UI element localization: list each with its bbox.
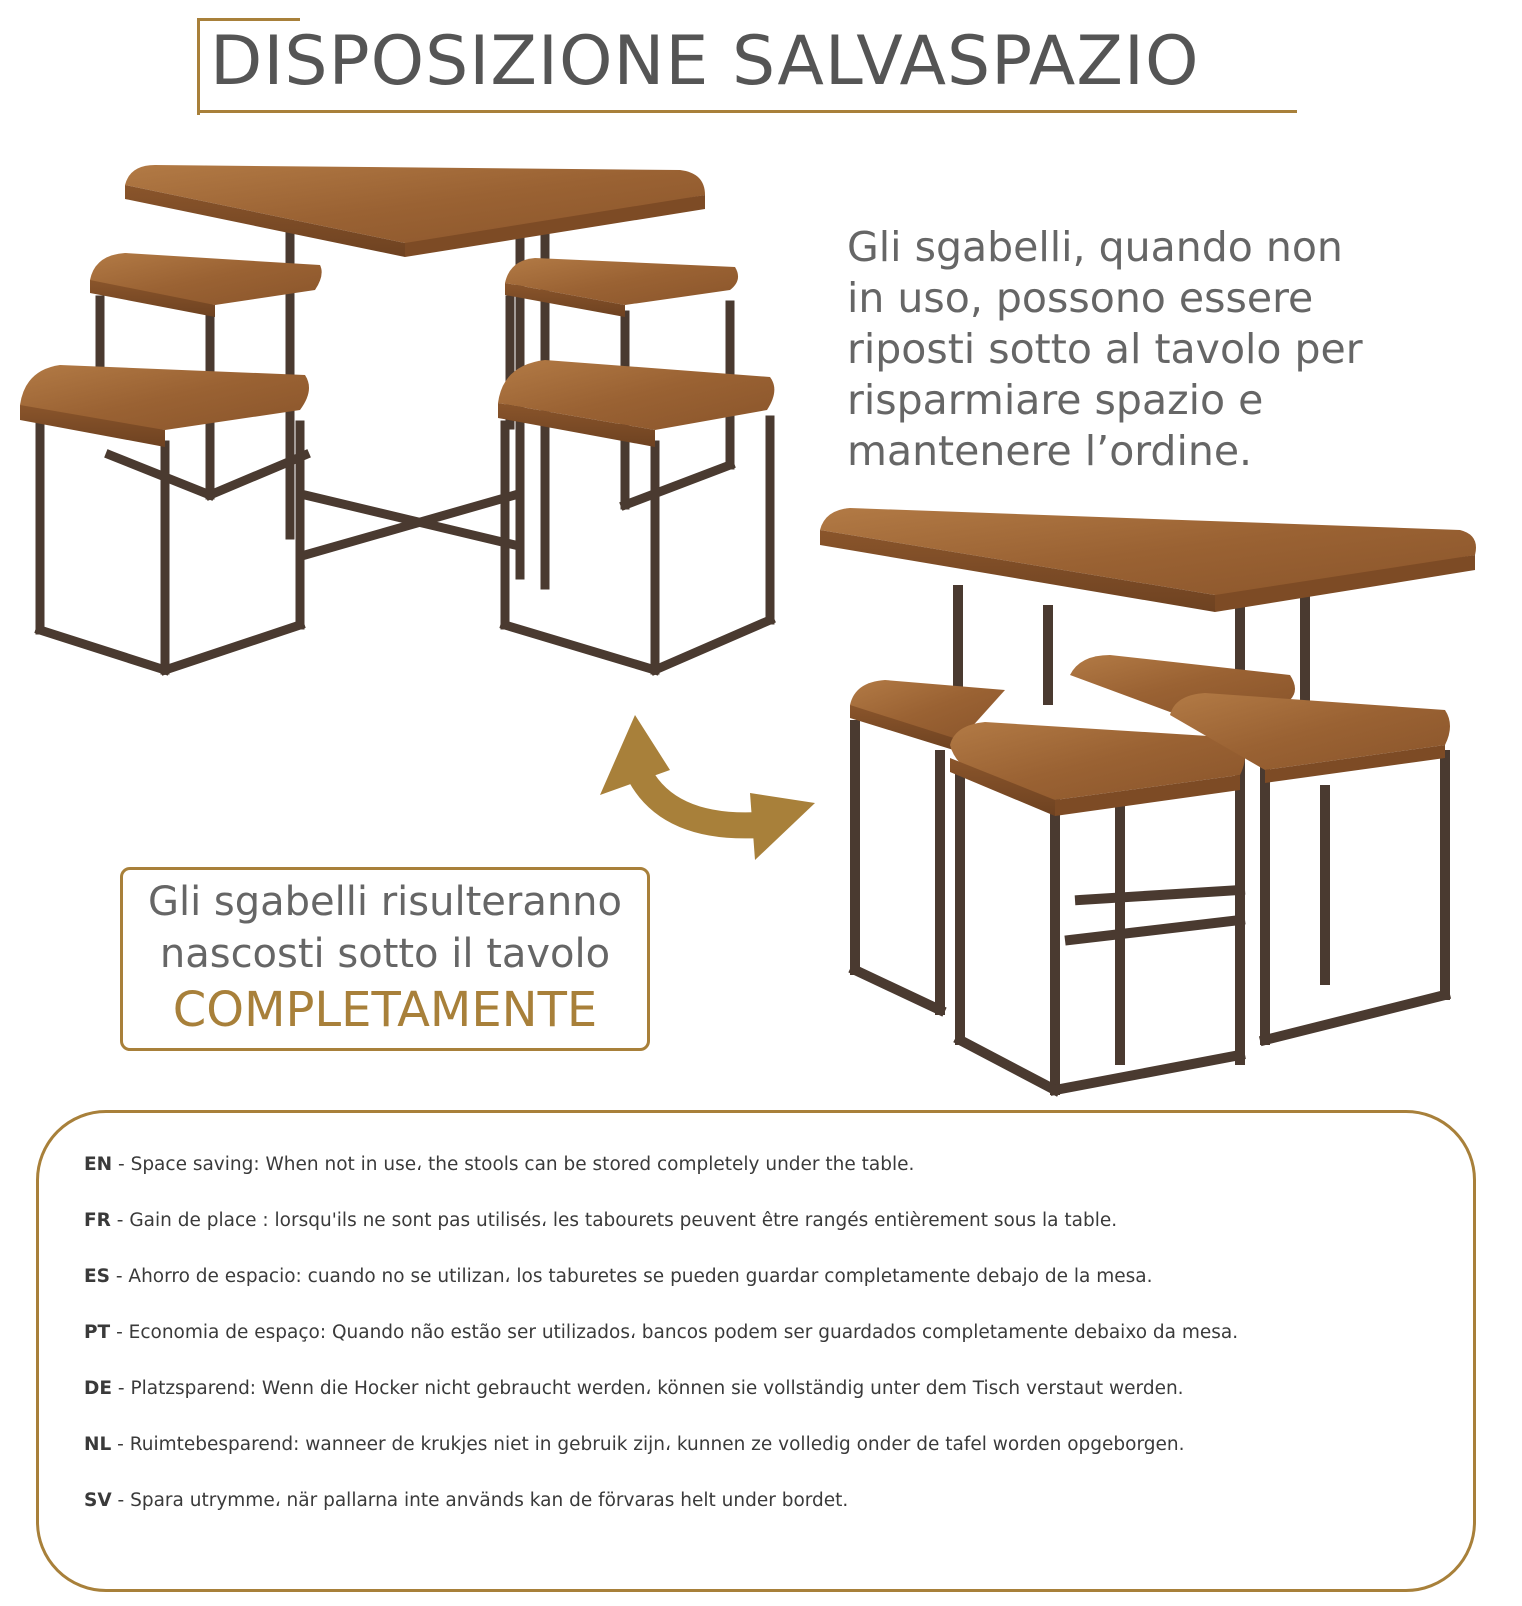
language-code: ES: [84, 1266, 110, 1287]
translation-line-es: [84, 1249, 1473, 1305]
translation-text: - Ruimtebesparend: wanneer de krukjes niet in gebruik zijn، kunnen ze volledig onder de tafel worden opgeborgen.: [117, 1434, 1185, 1455]
translation-line-de: [84, 1361, 1473, 1417]
storage-description-line: in uso, possono essere: [847, 274, 1314, 322]
translation-line-pt: [84, 1305, 1473, 1361]
language-code: FR: [84, 1210, 111, 1231]
language-code: EN: [84, 1154, 113, 1175]
hidden-stools-callout: [120, 867, 650, 1051]
callout-line-1: Gli sgabelli risulteranno: [147, 879, 623, 925]
table-with-stools-out-illustration: [15, 125, 790, 685]
translations-panel: [36, 1110, 1476, 1592]
title-underline: [197, 110, 1297, 113]
translation-line-en: [84, 1137, 1473, 1193]
page-title: DISPOSIZIONE SALVASPAZIO: [210, 22, 1200, 101]
translation-line-sv: [84, 1473, 1473, 1529]
translation-text: - Platzsparend: Wenn die Hocker nicht gebraucht werden، können sie vollständig unter dem Tisch verstaut werden.: [117, 1378, 1184, 1399]
callout-line-2: nascosti sotto il tavolo: [159, 931, 611, 977]
table-with-stools-stored-illustration: [820, 500, 1500, 1100]
curved-double-arrow-icon: [600, 715, 820, 865]
storage-description-line: mantenere l’ordine.: [847, 427, 1253, 475]
storage-description-line: riposti sotto al tavolo per: [847, 325, 1363, 373]
storage-description-line: Gli sgabelli, quando non: [847, 223, 1343, 271]
language-code: PT: [84, 1322, 111, 1343]
storage-description-line: risparmiare spazio e: [847, 376, 1264, 424]
language-code: DE: [84, 1378, 112, 1399]
translation-line-fr: [84, 1193, 1473, 1249]
storage-description: [847, 222, 1487, 477]
language-code: NL: [84, 1434, 112, 1455]
translation-text: - Spara utrymme، när pallarna inte används kan de förvaras helt under bordet.: [117, 1490, 849, 1511]
translation-line-nl: [84, 1417, 1473, 1473]
translation-text: - Ahorro de espacio: cuando no se utilizan، los taburetes se pueden guardar completamente debajo de la mesa.: [115, 1266, 1153, 1287]
translation-text: - Gain de place : lorsqu'ils ne sont pas utilisés، les tabourets peuvent être rangés entièrement sous la table.: [116, 1210, 1118, 1231]
translation-text: - Economia de espaço: Quando não estão ser utilizados، bancos podem ser guardados completamente debaixo da mesa.: [116, 1322, 1239, 1343]
callout-emphasis: COMPLETAMENTE: [172, 982, 598, 1038]
translation-text: - Space saving: When not in use، the stools can be stored completely under the table.: [118, 1154, 915, 1175]
language-code: SV: [84, 1490, 112, 1511]
